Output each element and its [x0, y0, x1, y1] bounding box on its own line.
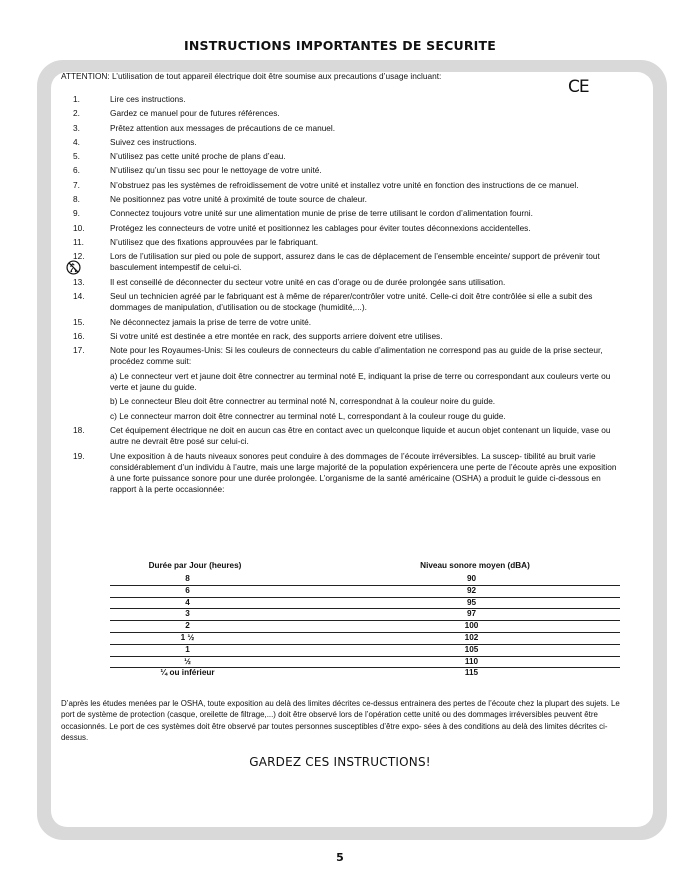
- attention-text: ATTENTION: L’utilisation de tout appareil électrique doit être soumise aux precautions d’usage incluant:: [61, 71, 442, 81]
- list-item: 1. Lire ces instructions.: [73, 94, 186, 104]
- list-item: 12. Lors de l’utilisation sur pied ou pole de support, assurez dans le cas de déplacement de l’ensemble enceinte/ support de prévenir tout basculement intempestif de celui-ci.: [70, 251, 622, 273]
- list-item: 2. Gardez ce manuel pour de futures références.: [73, 108, 280, 119]
- sub-item-b: b) Le connecteur Bleu doit être connectrer au terminal noté N, correspondnat à la couleur noire du guide.: [110, 396, 496, 407]
- ce-mark-icon: CE: [568, 77, 589, 97]
- list-item: 8. Ne positionnez pas votre unité à proximité de toute source de chaleur.: [73, 194, 367, 205]
- table-row: 4 95: [110, 598, 620, 610]
- table-row: 6 92: [110, 586, 620, 598]
- table-row: 2 100: [110, 621, 620, 633]
- sub-item-a: a) Le connecteur vert et jaune doit être connectrer au terminal noté E, indiquant la prise de terre ou correspondant aux couleurs verte ou verte et jaune du guide.: [110, 370, 611, 393]
- no-cart-tip-over-icon: [66, 260, 81, 275]
- list-item: 16. Si votre unité est destinée a etre montée en rack, des supports arriere doivent etre utilises.: [73, 330, 443, 341]
- header-duration: Durée par Jour (heures): [148, 561, 242, 570]
- page-number: 5: [336, 851, 344, 864]
- list-item: 6. N’utilisez qu’un tissu sec pour le nettoyage de votre unité.: [73, 165, 322, 176]
- closing-heading: GARDEZ CES INSTRUCTIONS!: [249, 755, 431, 769]
- list-item: 14. Seul un technicien agréé par le fabriquant est à même de réparer/contrôler votre unité. Celle-ci doit être contrôlée si elle a subit des dommages de manipulation, d’utilisation ou de stockage (humidité,...).: [73, 291, 593, 313]
- table-row: ½ 110: [110, 657, 620, 669]
- list-item: 4. Suivez ces instructions.: [73, 136, 197, 147]
- list-item: 18. Cet équipement électrique ne doit en aucun cas être en contact avec un quelconque liquide et aucun objet contenant un liquide, vase ou autre ne devrait être posé sur celui-ci.: [73, 425, 611, 447]
- list-item: 3. Prêtez attention aux messages de précautions de ce manuel.: [73, 122, 336, 133]
- table-row: ¼ ou inférieur 115: [160, 668, 479, 678]
- table-header: [110, 561, 620, 574]
- page-title: INSTRUCTIONS IMPORTANTES DE SECURITE: [184, 38, 496, 53]
- list-item: 7. N’obstruez pas les systèmes de refroidissement de votre unité et installez votre unité en fonction des instructions de ce manuel.: [73, 179, 579, 190]
- osha-note: D’après les études menées par le OSHA, toute exposition au delà des limites décrites ce-dessus entrainera des pertes de l’écoute chez la plupart des sujets. Le port de système de protection (casque, oreilette de filtrage,...) doit être observé lors de l’opération cette unité ou des dommages irréversibles peuvent être occasionnés. Le port de ces systèmes doit être observé par toutes personnes susceptibles d’être expo- sées à des conditions au delà des limites décrites ci-dessus.: [61, 699, 620, 743]
- list-item: 19. Une exposition à de hauts niveaux sonores peut conduire à des dommages de l’écoute irréversibles. La suscep- tibilité au bruit varie considérablement d’un individu à l’autre, mais une large majorité de la population expériencera une perte de l’écoute après une exposition à une forte puissance sonore pour une durée prolongée. L’organisme de la santé américaine (OSHA) a produit le guide ci-dessous en rapport à la perte occasionnée:: [73, 450, 617, 495]
- noise-exposure-table: [110, 561, 620, 679]
- list-item: 15. Ne déconnectez jamais la prise de terre de votre unité.: [73, 316, 312, 327]
- table-row: 1 105: [110, 645, 620, 657]
- instruction-list: [70, 94, 622, 499]
- list-item: 13. Il est conseillé de déconnecter du secteur votre unité en cas d’orage ou de durée prolongée sans utilisation.: [73, 276, 506, 287]
- list-item: 11. N’utilisez que des fixations approuvées par le fabriquant.: [73, 236, 319, 247]
- table-row: 1 ½ 102: [110, 633, 620, 645]
- list-item: 9. Connectez toujours votre unité sur une alimentation munie de prise de terre utilisant le cordon d’alimentation fourni.: [73, 208, 533, 219]
- table-row: 8 90: [110, 574, 620, 586]
- sub-item-c: c) Le connecteur marron doit être connectrer au terminal noté L, correspondant à la couleur rouge du guide.: [110, 410, 506, 421]
- table-row: 3 97: [110, 609, 620, 621]
- list-item: 10. Protégez les connecteurs de votre unité et positionnez les cablages pour éviter toutes déconnexions accidentelles.: [73, 222, 531, 233]
- header-level: Niveau sonore moyen (dBA): [420, 561, 530, 570]
- list-item: 5. N’utilisez pas cette unité proche de plans d’eau.: [73, 151, 286, 162]
- list-item: 17. Note pour les Royaumes-Unis: Si les couleurs de connecteurs du cable d’alimentation ne correspond pas au guide de la prise secteur, procédez comme suit: a) Le connecteur vert et jaune doit être connectrer au terminal noté E, indiquant la prise de terre ou correspondant aux couleurs verte ou verte et jaune du guide. b) Le connecteur Bleu doit être connectrer au terminal noté N, correspondnat à la couleur noire du guide. c) Le connecteur marron doit être connectrer au terminal noté L, correspondant à la couleur rouge du guide.: [70, 345, 622, 422]
